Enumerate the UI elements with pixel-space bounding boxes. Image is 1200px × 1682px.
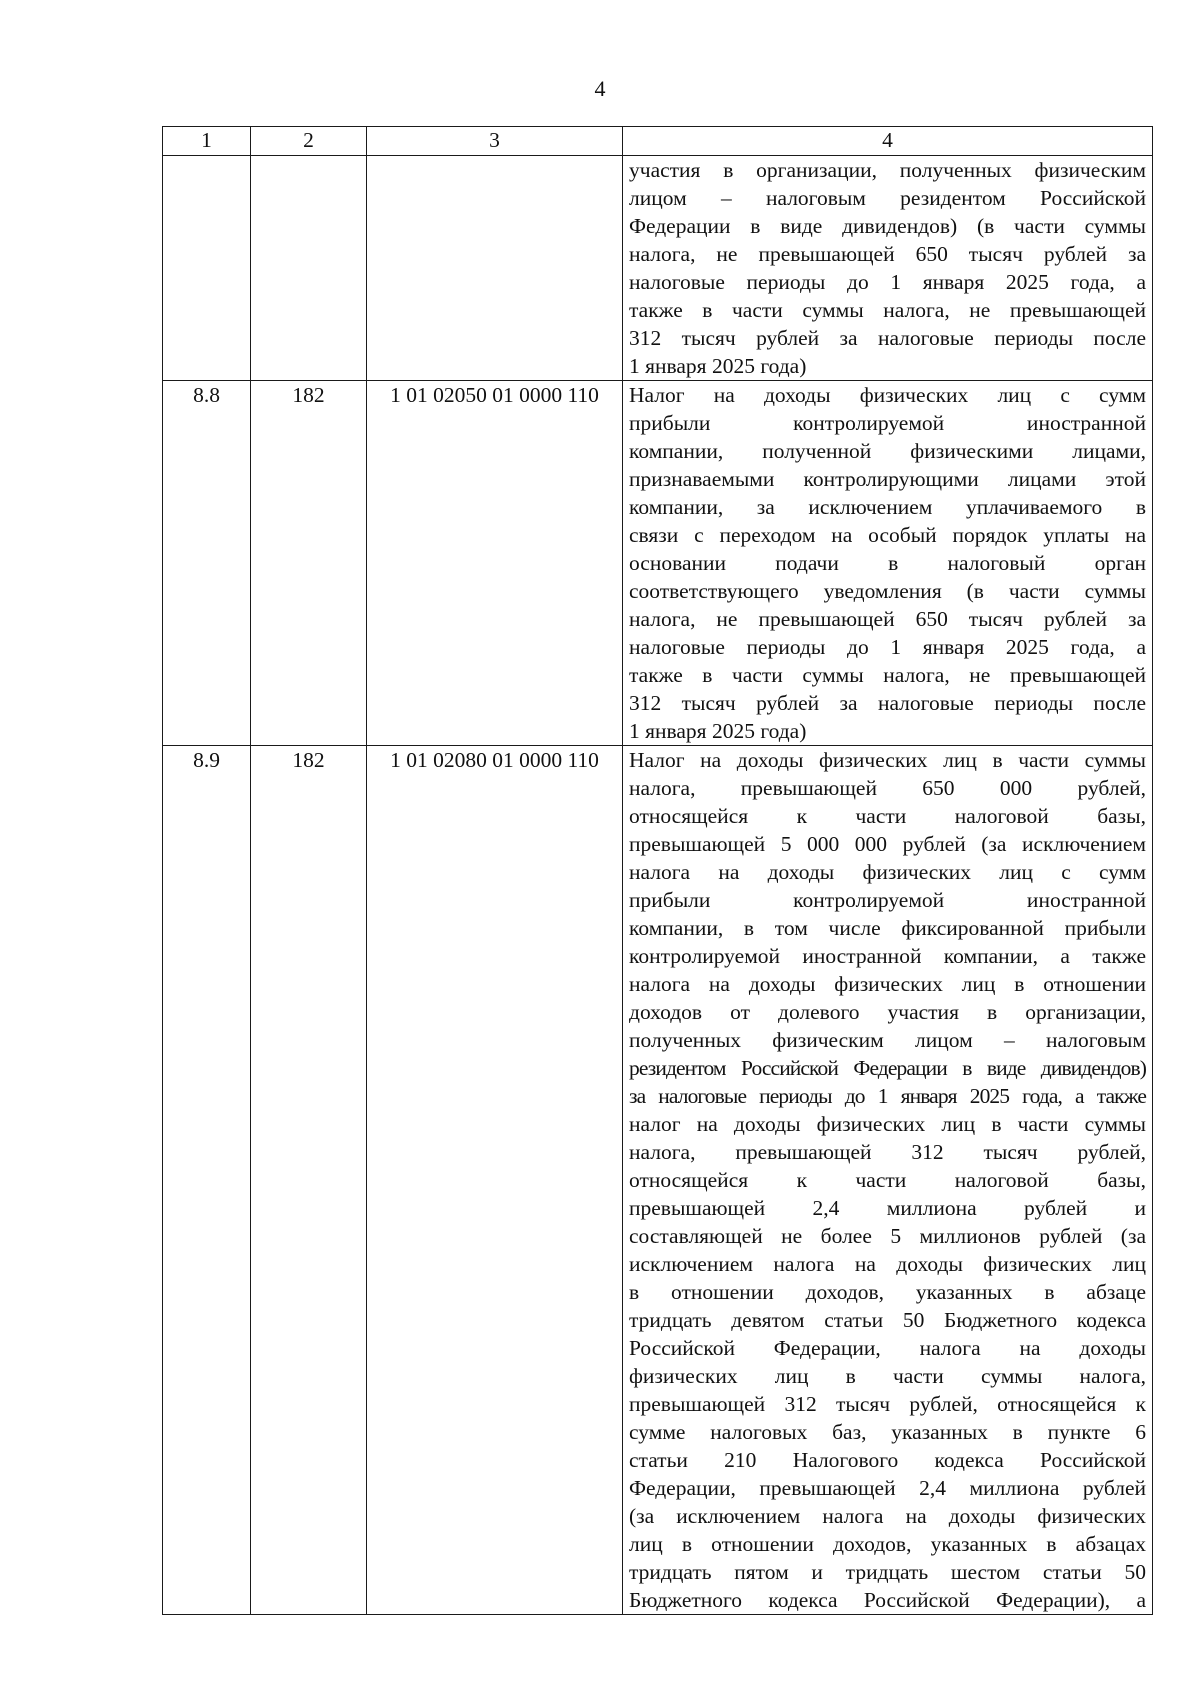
description-line: доходов от долевого участия в организации, <box>629 1000 1146 1024</box>
admin-code-cell: 182 <box>251 746 367 1615</box>
description-line: составляющей не более 5 миллионов рублей (за <box>629 1224 1146 1248</box>
description-line: превышающей 2,4 миллиона рублей и <box>629 1196 1146 1220</box>
budget-code-cell <box>367 156 623 381</box>
admin-code-cell: 182 <box>251 381 367 746</box>
description-line: компании, полученной физическими лицами, <box>629 439 1146 463</box>
description-line: тридцать девятом статьи 50 Бюджетного кодекса <box>629 1308 1146 1332</box>
description-line: статьи 210 Налогового кодекса Российской <box>629 1448 1146 1472</box>
description-line: контролируемой иностранной компании, а также <box>629 944 1146 968</box>
table-row <box>163 746 1153 1615</box>
description-line: налог на доходы физических лиц в части суммы <box>629 1112 1146 1136</box>
description-line: (за исключением налога на доходы физических <box>629 1504 1146 1528</box>
description-line: прибыли контролируемой иностранной <box>629 888 1146 912</box>
description-line: превышающей 312 тысяч рублей, относящейся к <box>629 1392 1146 1416</box>
description-line: 312 тысяч рублей за налоговые периоды после <box>629 691 1146 715</box>
description-line: 312 тысяч рублей за налоговые периоды после <box>629 326 1146 350</box>
column-header-1: 1 <box>163 127 251 156</box>
description-line: налоговые периоды до 1 января 2025 года, а <box>629 270 1146 294</box>
description-line: также в части суммы налога, не превышающей <box>629 663 1146 687</box>
description-line: основании подачи в налоговый орган <box>629 551 1146 575</box>
description-line: в отношении доходов, указанных в абзаце <box>629 1280 1146 1304</box>
page-number: 4 <box>594 76 606 101</box>
table-header-row <box>163 127 1153 156</box>
description-line: относящейся к части налоговой базы, <box>629 804 1146 828</box>
description-cell <box>623 746 1153 1615</box>
description-line: налога, не превышающей 650 тысяч рублей за <box>629 607 1146 631</box>
description-line: Российской Федерации, налога на доходы <box>629 1336 1146 1360</box>
description-line: превышающей 5 000 000 рублей (за исключением <box>629 832 1146 856</box>
column-header-4: 4 <box>623 127 1153 156</box>
description-line: лицом – налоговым резидентом Российской <box>629 186 1146 210</box>
description-line: компании, в том числе фиксированной прибыли <box>629 916 1146 940</box>
description-cell <box>623 381 1153 746</box>
description-line: полученных физическим лицом – налоговым <box>629 1028 1146 1052</box>
description-line: сумме налоговых баз, указанных в пункте 6 <box>629 1420 1146 1444</box>
description-line: налога, превышающей 312 тысяч рублей, <box>629 1140 1146 1164</box>
description-line: 1 января 2025 года) <box>629 719 807 743</box>
description-line: участия в организации, полученных физическим <box>629 158 1146 182</box>
description-line: признаваемыми контролирующими лицами этой <box>629 467 1146 491</box>
description-line: налоговые периоды до 1 января 2025 года, а <box>629 635 1146 659</box>
description-line: соответствующего уведомления (в части суммы <box>629 579 1146 603</box>
admin-code-cell <box>251 156 367 381</box>
description-line: за налоговые периоды до 1 января 2025 года, а также <box>629 1084 1146 1108</box>
description-line: резидентом Российской Федерации в виде дивидендов) <box>629 1056 1146 1080</box>
description-line: налога, не превышающей 650 тысяч рублей за <box>629 242 1146 266</box>
description-line: 1 января 2025 года) <box>629 354 807 378</box>
row-number-cell: 8.9 <box>163 746 251 1615</box>
description-line: Федерации в виде дивидендов) (в части суммы <box>629 214 1146 238</box>
description-line: также в части суммы налога, не превышающей <box>629 298 1146 322</box>
budget-code-cell: 1 01 02080 01 0000 110 <box>367 746 623 1615</box>
description-line: прибыли контролируемой иностранной <box>629 411 1146 435</box>
description-line: налога на доходы физических лиц с сумм <box>629 860 1146 884</box>
description-line: лиц в отношении доходов, указанных в абзацах <box>629 1532 1146 1556</box>
description-line: налога, превышающей 650 000 рублей, <box>629 776 1146 800</box>
column-header-3: 3 <box>367 127 623 156</box>
description-line: Бюджетного кодекса Российской Федерации), а <box>629 1588 1146 1612</box>
description-line: Налог на доходы физических лиц с сумм <box>629 383 1146 407</box>
budget-code-cell: 1 01 02050 01 0000 110 <box>367 381 623 746</box>
table-row <box>163 156 1153 381</box>
description-line: исключением налога на доходы физических лиц <box>629 1252 1146 1276</box>
description-line: тридцать пятом и тридцать шестом статьи 50 <box>629 1560 1146 1584</box>
description-cell <box>623 156 1153 381</box>
description-line: связи с переходом на особый порядок уплаты на <box>629 523 1146 547</box>
column-header-2: 2 <box>251 127 367 156</box>
table-row <box>163 381 1153 746</box>
description-line: относящейся к части налоговой базы, <box>629 1168 1146 1192</box>
description-line: компании, за исключением уплачиваемого в <box>629 495 1146 519</box>
row-number-cell: 8.8 <box>163 381 251 746</box>
row-number-cell <box>163 156 251 381</box>
description-line: Налог на доходы физических лиц в части суммы <box>629 748 1146 772</box>
description-line: налога на доходы физических лиц в отношении <box>629 972 1146 996</box>
classification-table <box>162 126 1153 1615</box>
description-line: Федерации, превышающей 2,4 миллиона рублей <box>629 1476 1146 1500</box>
description-line: физических лиц в части суммы налога, <box>629 1364 1146 1388</box>
